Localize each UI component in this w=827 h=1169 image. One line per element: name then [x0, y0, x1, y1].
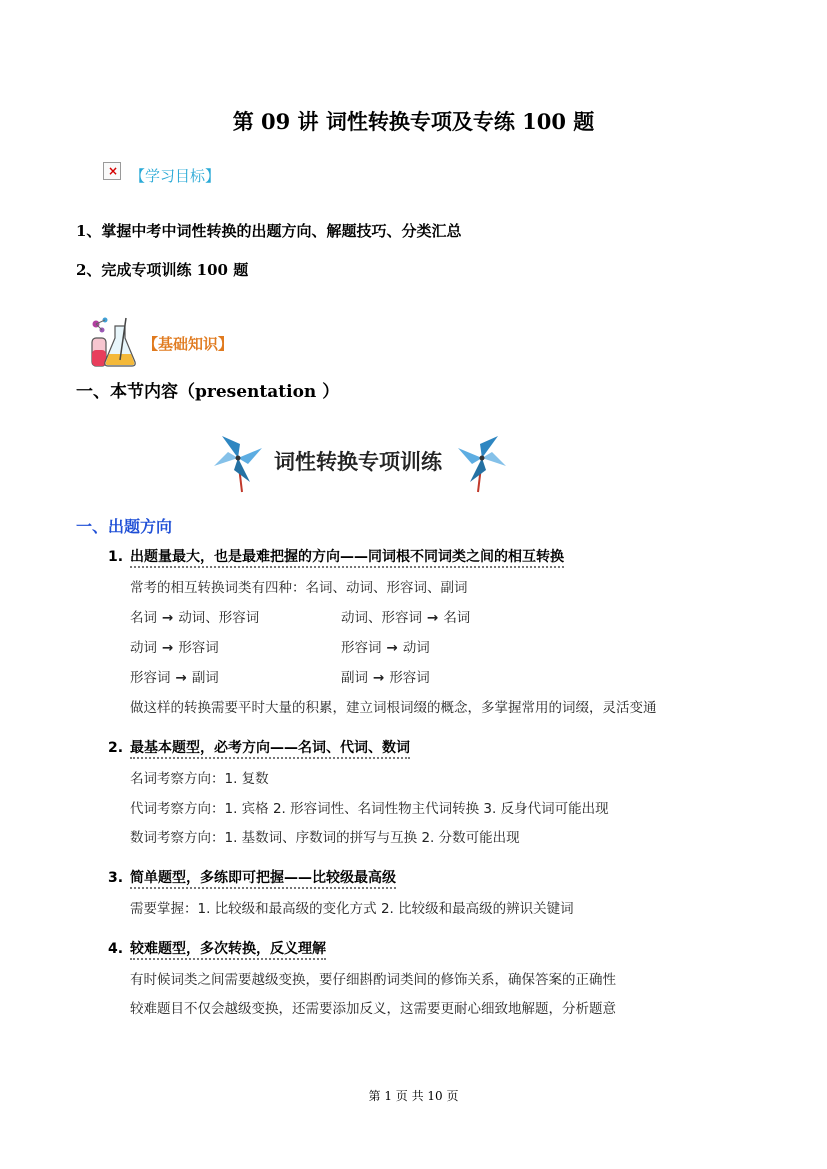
item-number: 2.	[108, 740, 124, 756]
right-arrow-icon: →	[386, 640, 398, 656]
item-number: 4.	[108, 941, 124, 957]
direction-item-1	[108, 546, 564, 566]
knowledge-tag: 【基础知识】	[143, 335, 234, 353]
item-title: 较难题型，多次转换，反义理解	[130, 941, 326, 960]
conversion-row-1-right: 动词、形容词 → 名词	[341, 610, 471, 626]
item3-line-1: 需要掌握：1. 比较级和最高级的变化方式 2. 比较级和最高级的辨识关键词	[130, 901, 574, 917]
item4-line-2: 较难题目不仅会越级变换，还需要添加反义，这需要更耐心细致地解题，分析题意	[130, 1001, 616, 1017]
pinwheel-icon	[212, 430, 264, 494]
item-title: 简单题型，多练即可把握——比较级最高级	[130, 870, 396, 889]
broken-image-icon: ×	[103, 162, 121, 180]
conversion-row-1-left: 名词 → 动词、形容词	[130, 610, 260, 626]
right-arrow-icon: →	[373, 670, 385, 686]
page-footer: 第 1 页 共 10 页	[368, 1089, 459, 1103]
goal-item-2: 2、完成专项训练 100 题	[76, 261, 249, 279]
conversion-row-3-left: 形容词 → 副词	[130, 670, 219, 686]
item2-line-3: 数词考察方向：1. 基数词、序数词的拼写与互换 2. 分数可能出现	[130, 830, 520, 846]
item-title: 出题量最大，也是最难把握的方向——同词根不同词类之间的相互转换	[130, 549, 564, 568]
conversion-row-3-right: 副词 → 形容词	[341, 670, 430, 686]
right-arrow-icon: →	[162, 610, 174, 626]
right-arrow-icon: →	[175, 670, 187, 686]
conversion-row-2-left: 动词 → 形容词	[130, 640, 219, 656]
page-title: 第 09 讲 词性转换专项及专练 100 题	[232, 109, 595, 134]
direction-item-2	[108, 737, 410, 757]
section-heading-content: 一、本节内容（presentation ）	[76, 382, 340, 402]
right-arrow-icon: →	[162, 640, 174, 656]
direction-item-4	[108, 938, 326, 958]
direction-item-3	[108, 867, 396, 887]
section-heading-directions: 一、出题方向	[76, 517, 173, 536]
item1-note: 做这样的转换需要平时大量的积累，建立词根词缀的概念，多掌握常用的词缀，灵活变通	[130, 700, 657, 716]
item4-line-1: 有时候词类之间需要越级变换，要仔细斟酌词类间的修饰关系，确保答案的正确性	[130, 972, 616, 988]
item-number: 3.	[108, 870, 124, 886]
item-number: 1.	[108, 549, 124, 565]
right-arrow-icon: →	[427, 610, 439, 626]
goal-item-1: 1、掌握中考中词性转换的出题方向、解题技巧、分类汇总	[76, 222, 462, 240]
conversion-row-2-right: 形容词 → 动词	[341, 640, 430, 656]
topic-banner	[212, 430, 512, 496]
pinwheel-icon	[456, 430, 508, 494]
chemistry-flask-icon	[88, 316, 138, 368]
banner-title: 词性转换专项训练	[274, 450, 442, 474]
item1-intro: 常考的相互转换词类有四种：名词、动词、形容词、副词	[130, 580, 468, 596]
item2-line-1: 名词考察方向：1. 复数	[130, 771, 269, 787]
item-title: 最基本题型，必考方向——名词、代词、数词	[130, 740, 410, 759]
goal-tag: 【学习目标】	[130, 167, 221, 185]
item2-line-2: 代词考察方向：1. 宾格 2. 形容词性、名词性物主代词转换 3. 反身代词可能出现	[130, 801, 609, 817]
